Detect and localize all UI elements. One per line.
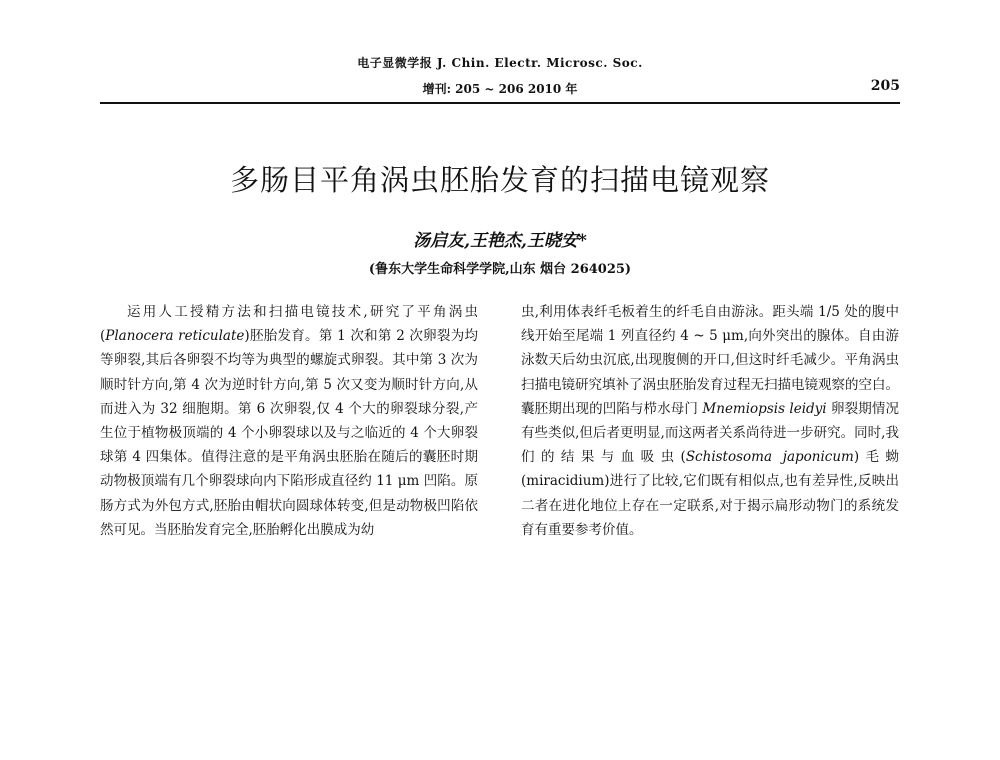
text-run: 运用人工授精方法和扫描电镜技术,研究了平角涡虫( <box>100 304 478 345</box>
body-column-right <box>521 300 899 542</box>
species-name: Mnemiopsis leidyi <box>702 400 827 417</box>
species-name: Planocera reticulate <box>105 328 245 345</box>
header-rule <box>100 102 900 104</box>
author-list: 汤启友,王艳杰,王晓安* <box>413 231 587 251</box>
text-run: 虫,利用体表纤毛板着生的纤毛自由游泳。距头端 1/5 处的腹中线开始至尾端 1 列直径约 4 ~ 5 μm,向外突出的腺体。自由游泳数天后幼虫沉底,出现腹侧的开口,但这时纤毛减少。平角涡虫扫描电镜研究填补了涡虫胚胎发育过程无扫描电镜观察的空白。囊胚期出现的凹陷与栉水母门 <box>521 304 899 417</box>
text-run: )胚胎发育。第 1 次和第 2 次卵裂为均等卵裂,其后各卵裂不均等为典型的螺旋式卵裂。其中第 3 次为顺时针方向,第 4 次为逆时针方向,第 5 次又变为顺时针方向,从而进入为 32 细胞期。第 6 次卵裂,仅 4 个大的卵裂球分裂,产生位于植物极顶端的 4 个小卵裂球以及与之临近的 4 个大卵裂球第 4 四集体。值得注意的是平角涡虫胚胎在随后的囊胚时期动物极顶端有几个卵裂球向内下陷形成直径约 11 μm 凹陷。原肠方式为外包方式,胚胎由帽状向圆球体转变,但是动物极凹陷依然可见。当胚胎发育完全,胚胎孵化出膜成为幼 <box>100 328 478 538</box>
abstract-paragraph-right <box>521 300 899 542</box>
body-column-left <box>100 300 478 542</box>
page-number: 205 <box>870 78 900 94</box>
text-run: 卵裂期情况有些类似,但后者更明显,而这两者关系尚待进一步研究。同时,我们的结果与血吸虫( <box>521 400 899 466</box>
abstract-paragraph-left <box>100 300 478 542</box>
affiliation: (鲁东大学生命科学学院,山东 烟台 264025) <box>368 262 632 277</box>
species-name: Schistosoma japonicum <box>685 449 854 466</box>
journal-header: 电子显微学报 J. Chin. Electr. Microsc. Soc. <box>357 56 643 70</box>
issue-line: 增刊: 205 ~ 206 2010 年 <box>422 82 578 96</box>
article-title: 多肠目平角涡虫胚胎发育的扫描电镜观察 <box>229 163 770 197</box>
text-run: )毛蚴(miracidium)进行了比较,它们既有相似点,也有差异性,反映出二者在进化地位上存在一定联系,对于揭示扁形动物门的系统发育有重要参考价值。 <box>521 449 899 538</box>
